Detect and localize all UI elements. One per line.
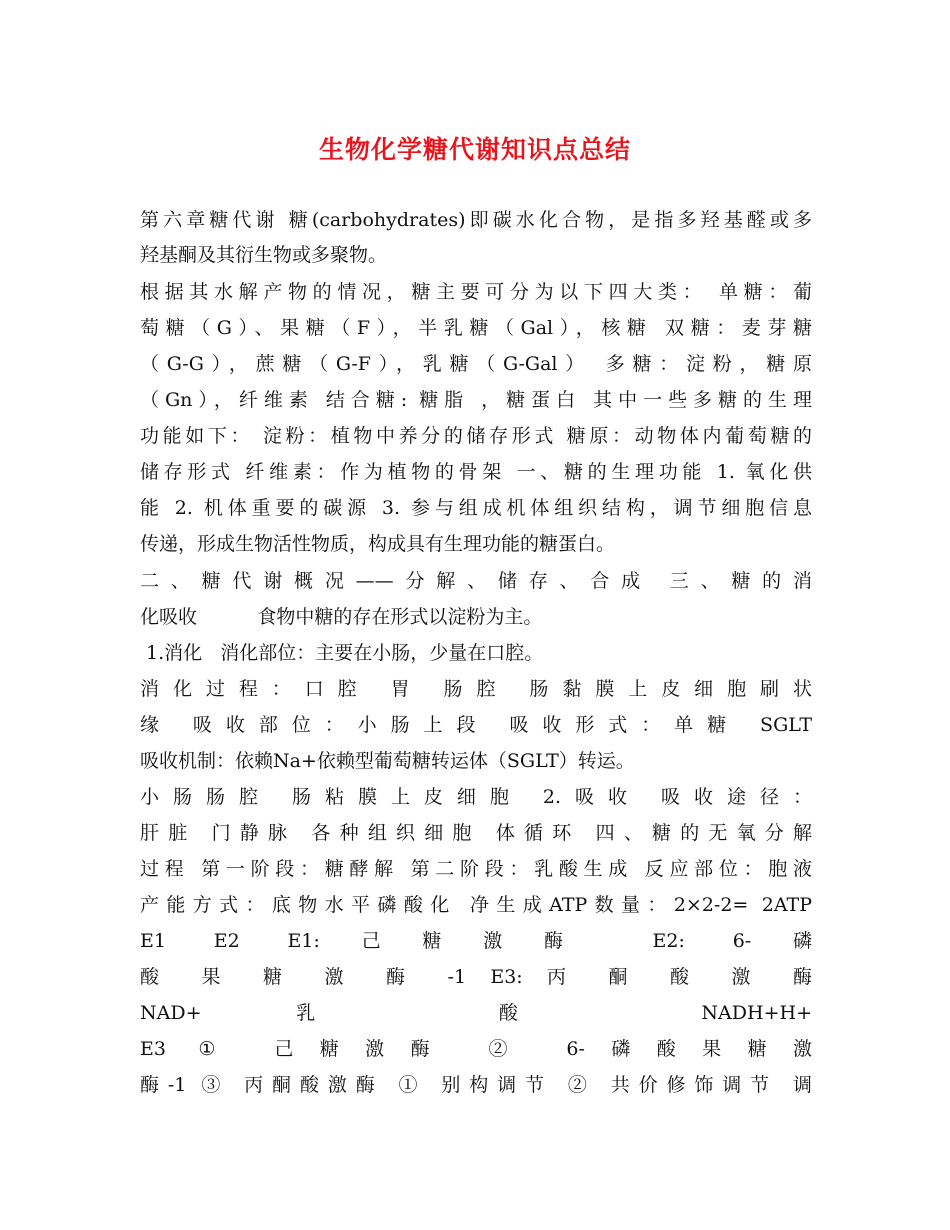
body-line-6: （Gn），纤维素 结合糖: 糖脂 ，糖蛋白 其中一些多糖的生理 xyxy=(140,389,812,411)
body-line-12: 化吸收 食物中糖的存在形式以淀粉为主。 xyxy=(140,606,543,628)
body-line-15: 缘 吸收部位：小肠上段 吸收形式：单糖 SGLT xyxy=(140,714,812,736)
body-line-16: 吸收机制：依赖Na+依赖型葡萄糖转运体（SGLT）转运。 xyxy=(140,750,635,772)
body-line-23: NAD+ 乳 酸 NADH+H+ xyxy=(140,1002,812,1024)
body-line-21: E1 E2 E1:己糖激酶 E2: 6-磷 xyxy=(140,930,812,952)
body-line-2: 羟基酮及其衍生物或多聚物。 xyxy=(140,244,388,266)
body-line-19: 过程 第一阶段：糖酵解 第二阶段：乳酸生成 反应部位：胞液 xyxy=(140,858,812,880)
body-line-18: 肝脏 门静脉 各种组织细胞 体循环 四、糖的无氧分解 xyxy=(140,822,812,844)
body-line-5: （G-G），蔗糖（G-F），乳糖（G-Gal） 多糖：淀粉，糖原 xyxy=(140,353,812,375)
body-line-4: 萄糖（G）、果糖（F），半乳糖（Gal），核糖 双糖：麦芽糖 xyxy=(140,317,812,339)
body-line-8: 储存形式 纤维素：作为植物的骨架 一、糖的生理功能 1. 氧化供 xyxy=(140,461,812,483)
body-line-11: 二、糖代谢概况——分解、储存、合成 三、糖的消 xyxy=(140,570,812,592)
body-line-22: 酸 果 糖 激 酶 -1 E3: 丙 酮 酸 激 酶 xyxy=(140,966,812,988)
body-line-14: 消化过程：口腔 胃 肠腔 肠黏膜上皮细胞刷状 xyxy=(140,678,812,700)
body-line-20: 产能方式：底物水平磷酸化 净生成ATP数量：2×2-2= 2ATP xyxy=(140,894,812,916)
body-line-9: 能 2. 机体重要的碳源 3. 参与组成机体组织结构，调节细胞信息 xyxy=(140,497,812,519)
body-line-17: 小肠肠腔 肠粘膜上皮细胞 2.吸收 吸收途径： xyxy=(140,786,812,808)
body-line-7: 功能如下： 淀粉：植物中养分的储存形式 糖原：动物体内葡萄糖的 xyxy=(140,425,812,447)
body-line-25: 酶-1 ③ 丙酮酸激酶 ① 别构调节 ② 共价修饰调节 调 xyxy=(140,1074,812,1096)
body-line-13: 1.消化 消化部位：主要在小肠，少量在口腔。 xyxy=(140,642,544,664)
body-line-10: 传递，形成生物活性物质，构成具有生理功能的糖蛋白。 xyxy=(140,533,616,555)
body-line-1: 第六章糖代谢 糖(carbohydrates)即碳水化合物，是指多羟基醛或多 xyxy=(140,209,812,231)
document-title: 生物化学糖代谢知识点总结 xyxy=(318,135,631,164)
body-line-24: E3 ① 己糖激酶 ② 6-磷酸果糖激 xyxy=(140,1038,812,1060)
body-line-3: 根据其水解产物的情况，糖主要可分为以下四大类： 单糖：葡 xyxy=(140,281,812,303)
